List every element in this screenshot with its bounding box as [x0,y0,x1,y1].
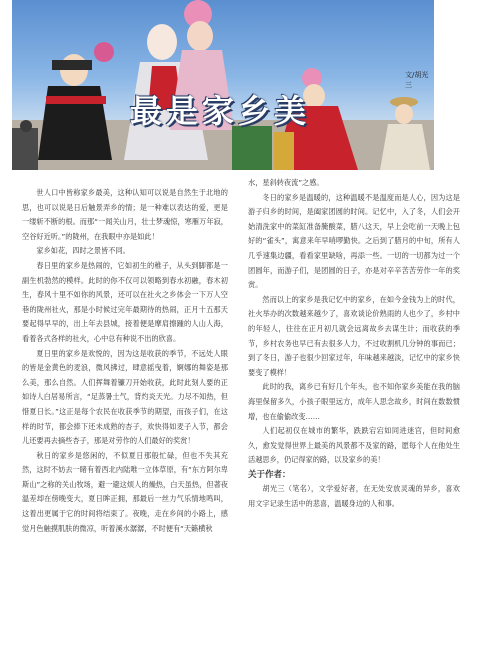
paragraph: 此时的我，离乡已有好几个年头，也不知你家乡美能在我的脑海里保留多久，小孩子眼里远方，成年人思念故乡，时间在数数惯增，也在偷偷改变…… [248,382,460,421]
paragraph: 然而以上的家乡是我记忆中的家乡，在如今金钱为上的时代，社火举办的次数越来越少了，喜欢谈论价熟雨的人也少了，乡村中的年轻人，往往在正月初几就会远离故乡去谋生计；而收获的季节，乡村农务也早已有去很多人力，不过收割机几分钟的事而已；到了冬日，游子也很少回家过年，年味越来越淡，记忆中的家乡快要变了模样！ [248,294,460,377]
paragraph: 秋日的家乡是悠闲的，不似夏日那般忙碌，但也不失其充然，这时不妨去一睹有着西北内陆唯一立体草原，有“东方阿尔卑斯山”之称的关山牧场，避一避这烦人的燥热，白天虽热，但著夜温差却在傍晚变大，夏日眸正拥，那最后一丝力气乐情地鸣叫，这着出更属于它的时间将结束了。夜晚，走在乡间的小路上，感觉月色触摸肌肤的微凉，听着溪水潺潺，不时便有“天籁横秋 [22,450,228,533]
about-author-text: 胡光三（笔名），文学爱好者，在无处安放灵魂的异乡，喜欢用文字记录生活中的悲喜，温暖身边的人和事。 [248,484,460,509]
right-column [248,176,460,512]
paragraph: 人们起初仅在城市的繁华，跌跌宕宕如同进迷宫，但时间愈久，愈发觉得世界上最美的风景都不及家的路，愿每个人在他处生活越思乡，仍记得家的路，以及家乡的美！ [248,426,460,465]
paragraph: 春日里的家乡是热闹的，它如初生的稚子，从头到脚都是一副生机勃然的模样。此时的你不仅可以领略到春水初融，春木初生，春风十里不如你的风景，还可以在社火之乡体会一下万人空巷的陇州社火，那是小时候过完年最期待的热闹，正月十五那天要起得早早的，出上年去县城，接着便是摩肩擦踵的人山人海，看着各式各样的社火，心中总有种说不出的欣喜。 [22,260,228,343]
paragraph: 冬日的家乡是温暖的，这种温暖不是温度而是人心，因为这是游子归乡的时间，是阖家团圆的时间。记忆中，入了冬，人们会开始清洗家中的菜缸准备腌酸菜，腊八这天，早上会吃前一天晚上包好的“雀头”，寓意来年早哨啰勤快。之后到了腊月的中旬，所有人几乎速集边疆，看看家里缺啥，再添一些。一切的一切都为过一个团圆年，而游子们，是团圆的日子，亦是对辛辛苦苦劳作一年的奖赏。 [248,192,460,290]
about-author-heading: 关于作者： [248,469,291,480]
paragraph: 水，星斜转夜流”之感。 [248,178,324,187]
author-byline: 文/胡光三 [405,71,429,89]
article-title: 最是家乡美 [130,92,311,130]
paragraph: 家乡如花，四时之景皆不同。 [36,246,130,256]
paragraph: 世人口中皆称家乡最美，这种认知可以说是自然生于北地的思，也可以说是日后触景弄乡的情；是一种难以表达的爱，更是一缕斩不断的根。而那“一闻关山月，壮士梦魂惊，寒雁万年寂，空谷好近听。”的陇州，在我眼中亦是如此！ [22,188,228,241]
shehuo-festival-photo [12,0,434,170]
left-column [22,186,228,536]
hero-image [12,0,434,170]
paragraph: 夏日里的家乡是欢悦的，因为这是收获的季节，不远处人眼的皆是金黄色的麦浪，微风拂过，肆意摇曳着，婀娜的舞姿是那么美，那么自然。人们挥舞着镰刀开始收获，此时此刻人要的正如诗人白居易所言，“足蒸暑土气，背灼炎天光。力尽不知热，但惜夏日长。”这正是每个农民在收获季节的期望，而孩子们，在这样的时节，都会捧下还未成熟的杏子，欢快得如麦子入节，都会儿还要再去摘些杏子，那是对劳作的人们最好的奖赏！ [22,348,228,446]
